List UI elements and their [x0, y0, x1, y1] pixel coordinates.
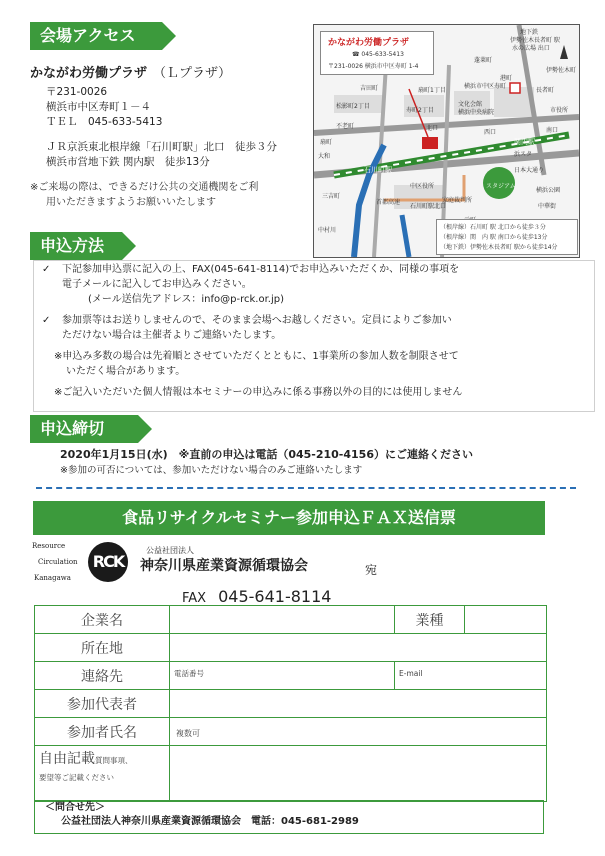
venue-subname: （Ｌプラザ） [153, 66, 232, 81]
field-email[interactable] [395, 662, 547, 690]
field-participants[interactable] [170, 718, 547, 746]
org-name: 神奈川県産業資源循環協会 [140, 558, 308, 574]
label-participants: 参加者氏名 [35, 718, 170, 746]
field-phone[interactable] [170, 662, 395, 690]
label-contact: 連絡先 [35, 662, 170, 690]
map-label: スタジアム [486, 183, 516, 190]
field-company[interactable] [170, 606, 395, 634]
email-hint: E-mail [399, 669, 423, 678]
fax-number-line [182, 587, 331, 606]
heading-arrow [162, 22, 176, 50]
deadline-text: 2020年1月15日(水) ※直前の申込は電話（045-210-4156）にご連絡ください [60, 448, 473, 461]
label-location: 所在地 [35, 634, 170, 662]
fax-form-banner: 食品リサイクルセミナー参加申込ＦＡＸ送信票 [33, 501, 545, 535]
map-label: 西口 [484, 129, 497, 136]
route-subway: 横浜市営地下鉄 関内駅 徒歩13分 [46, 156, 210, 168]
check-icon: ✓ [42, 264, 51, 275]
method-heading [30, 232, 122, 260]
free-text-hint-2: 要望等ご記載ください [39, 773, 114, 782]
map-label: 扇町1丁目 [418, 87, 446, 94]
field-free-text[interactable] [170, 746, 547, 802]
row-participants [35, 718, 547, 746]
check-icon: ✓ [42, 315, 51, 326]
method-item-2-line-1: 参加票等はお送りしませんので、そのまま会場へお越しください。定員によりご参加い [62, 315, 452, 326]
method-email-line: (メール送信先アドレス：info@p-rck.or.jp) [88, 294, 284, 305]
map-label: 大和 [318, 153, 331, 160]
tel-value: 045-633-5413 [88, 116, 163, 128]
addressee-suffix: 宛 [365, 563, 378, 577]
inquiry-label: ＜問合せ先＞ [45, 802, 105, 813]
method-item-1-line-1: 下記参加申込票に記入の上、FAX(045-641-8114)でお申込みいただくか、同様の事項を [62, 264, 460, 275]
map-label: 不老町 [336, 123, 355, 130]
rck-logo [32, 540, 128, 590]
fax-label: FAX [182, 591, 207, 606]
access-map [313, 24, 580, 258]
logo-text-resource: Resource [32, 542, 66, 550]
method-item-1-line-2: 電子メールに記入してお申込みください。 [62, 279, 252, 290]
method-item-1 [40, 262, 590, 277]
row-free-text [35, 746, 547, 802]
map-label: 横浜市中区寿町 [464, 83, 507, 90]
venue-postal: 〒231-0026 [46, 86, 108, 98]
multiple-ok-hint: 複数可 [176, 728, 200, 738]
field-location[interactable] [170, 634, 547, 662]
inquiry-text: 公益社団法人神奈川県産業資源循環協会 電話：045-681-2989 [61, 816, 359, 827]
map-subway: 地下鉄 [520, 29, 539, 36]
map-address: 〒231-0026 横浜市中区寿町 1-4 [328, 63, 419, 70]
method-body [40, 262, 590, 400]
map-legend-3: （地下鉄）伊勢佐木長者町 駅から徒歩14分 [440, 244, 558, 251]
venue-address: 横浜市中区寿町１－４ [46, 101, 151, 113]
map-label: 関内駅 [514, 138, 535, 146]
access-heading-text: 会場アクセス [40, 26, 136, 45]
map-label: 日本大通り [514, 167, 545, 174]
free-text-hint-1: 質問事項、 [95, 756, 133, 765]
map-label: 中村川 [318, 227, 337, 234]
tel-label: ＴＥＬ [46, 116, 78, 128]
access-note-1: ※ご来場の際は、できるだけ公共の交通機関をご利 [30, 182, 259, 193]
map-label: 中区役所 [410, 183, 435, 190]
fax-number: 045-641-8114 [218, 587, 332, 606]
map-label: 伊勢佐木町 [546, 67, 577, 74]
map-label: 北口 [426, 125, 439, 132]
row-company [35, 606, 547, 634]
venue-tel [30, 115, 305, 130]
method-item-2 [40, 313, 590, 328]
venue-name [30, 62, 305, 81]
method-note-2: ※ご記入いただいた個人情報は本セミナーの申込みに係る事務以外の目的には使用しません [54, 387, 463, 398]
map-label: 南口 [546, 127, 559, 134]
row-contact [35, 662, 547, 690]
map-label: 港町 [500, 75, 513, 82]
logo-text-circulation: Circulation [38, 558, 78, 566]
method-note-1-line-2: いただく場合があります。 [66, 366, 186, 377]
map-label: 文化会館 [458, 101, 483, 108]
inquiry-box [34, 800, 544, 834]
field-representative[interactable] [170, 690, 547, 718]
access-heading [30, 22, 162, 50]
label-industry: 業種 [395, 606, 465, 634]
map-label: 浜スタ [514, 151, 533, 158]
map-label: 蓬莱町 [474, 57, 493, 64]
row-representative [35, 690, 547, 718]
venue-name-text: かながわ労働プラザ [30, 66, 148, 81]
label-company: 企業名 [35, 606, 170, 634]
map-legend-1: （根岸線）石川町 駅 北口から徒歩３分 [440, 224, 546, 231]
method-heading-text: 申込方法 [40, 236, 105, 255]
map-legend-2: （根岸線）関 内 駅 南口から徒歩13分 [440, 234, 548, 241]
field-industry[interactable] [465, 606, 547, 634]
label-free-text [35, 746, 170, 802]
access-note-2: 用いただきますようお願いいたします [46, 197, 216, 208]
venue-info [30, 62, 305, 210]
map-label: 市役所 [550, 107, 569, 114]
org-type: 公益社団法人 [146, 546, 194, 555]
method-note-1-line-1: ※申込み多数の場合は先着順とさせていただくとともに、1事業所の参加人数を制限させて [54, 351, 459, 362]
map-label: 扇町 [320, 139, 333, 146]
map-subway-station: 伊勢佐木長者町 駅 [510, 37, 560, 44]
map-exit: 水の広場 出口 [512, 45, 550, 52]
route-jr: ＪＲ京浜東北根岸線「石川町駅」北口 徒歩３分 [46, 141, 277, 153]
map-label: 三吉町 [322, 193, 341, 200]
map-label: 家庭裁判所 [442, 197, 473, 204]
heading-arrow [138, 415, 152, 443]
deadline-note: ※参加の可否については、参加いただけない場合のみご連絡いたします [60, 465, 363, 476]
map-title: かながわ労働プラザ [328, 38, 410, 48]
method-item-2-line-2: ただけない場合は主催者よりご連絡いたします。 [62, 330, 282, 341]
heading-arrow [122, 232, 136, 260]
map-label: 寿町2丁目 [406, 107, 434, 114]
row-location [35, 634, 547, 662]
map-label: 横浜中央病院 [458, 109, 495, 116]
deadline-heading-text: 申込締切 [40, 419, 105, 438]
application-form [34, 605, 547, 802]
map-tel: ☎ 045-633-5413 [352, 51, 404, 58]
map-label: 松影町2丁目 [336, 103, 370, 110]
map-label: 石川町駅 [364, 166, 392, 174]
logo-letters: RCK [92, 552, 124, 571]
map-label: 横浜公園 [536, 187, 561, 194]
logo-text-kanagawa: Kanagawa [34, 574, 71, 582]
free-text-title: 自由記載 [39, 751, 95, 767]
map-label: 吉田町 [360, 85, 379, 92]
phone-hint: 電話番号 [174, 669, 204, 678]
cut-line [36, 487, 576, 489]
map-label: 中華街 [538, 203, 557, 210]
deadline-heading [30, 415, 138, 443]
map-label: 長者町 [536, 87, 555, 94]
label-representative: 参加代表者 [35, 690, 170, 718]
map-label: 首都高速 [376, 199, 401, 206]
map-label: 石川町駅北口 [410, 203, 447, 210]
